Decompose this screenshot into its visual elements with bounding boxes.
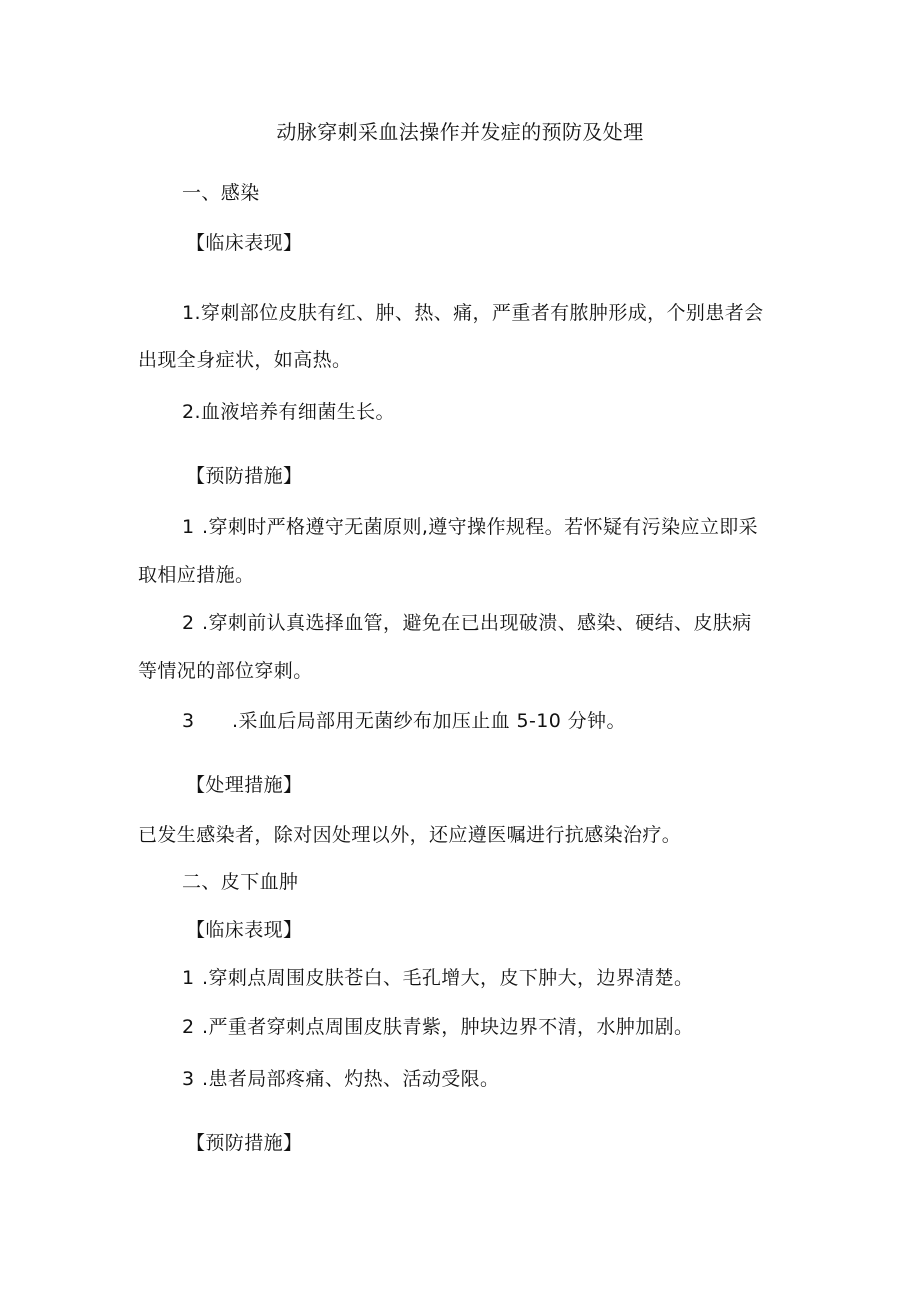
section-heading-hematoma: 二、皮下血肿 (182, 871, 299, 893)
treatment-label: 【处理措施】 (186, 774, 303, 796)
paragraph-line: 等情况的部位穿刺。 (138, 660, 313, 682)
list-item-number: 3 (182, 710, 195, 732)
list-item-number: 2 (182, 1016, 195, 1038)
paragraph-line: 出现全身症状，如高热。 (138, 349, 352, 371)
prevention-label: 【预防措施】 (186, 1132, 303, 1154)
paragraph-line: .穿刺前认真选择血管，避免在已出现破溃、感染、硬结、皮肤病 (202, 612, 752, 634)
paragraph-line: .患者局部疼痛、灼热、活动受限。 (202, 1068, 500, 1090)
paragraph-line: 1.穿刺部位皮肤有红、肿、热、痛，严重者有脓肿形成，个别患者会 (182, 302, 764, 324)
clinical-label: 【临床表现】 (186, 919, 303, 941)
list-item-number: 3 (182, 1068, 195, 1090)
list-item-number: 1 (182, 967, 195, 989)
paragraph-line: .采血后局部用无菌纱布加压止血 5-10 分钟。 (232, 710, 626, 732)
list-item-number: 2 (182, 612, 195, 634)
paragraph-line: .穿刺时严格遵守无菌原则,遵守操作规程。若怀疑有污染应立即采 (202, 516, 759, 538)
paragraph-line: 已发生感染者，除对因处理以外，还应遵医嘱进行抗感染治疗。 (138, 824, 682, 846)
clinical-label: 【临床表现】 (186, 232, 303, 254)
paragraph-line: 2.血液培养有细菌生长。 (182, 401, 395, 423)
section-heading-infection: 一、感染 (182, 182, 260, 204)
paragraph-line: .严重者穿刺点周围皮肤青紫，肿块边界不清，水肿加剧。 (202, 1016, 694, 1038)
document-title: 动脉穿刺采血法操作并发症的预防及处理 (276, 120, 644, 144)
paragraph-line: .穿刺点周围皮肤苍白、毛孔增大，皮下肿大，边界清楚。 (202, 967, 694, 989)
list-item-number: 1 (182, 516, 195, 538)
prevention-label: 【预防措施】 (186, 465, 303, 487)
paragraph-line: 取相应措施。 (138, 564, 255, 586)
